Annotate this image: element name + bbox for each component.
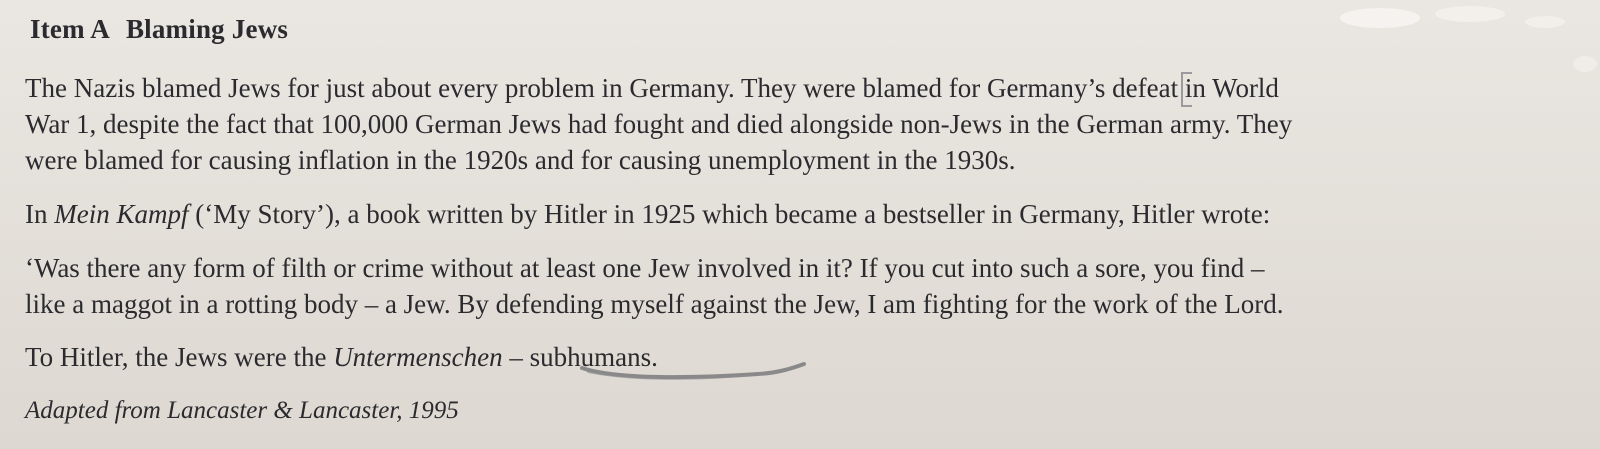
quote-line1: ‘Was there any form of filth or crime without at least one Jew involved in it? If you cut into such a sore, you find – (25, 253, 1265, 283)
paragraph1-line1: The Nazis blamed Jews for just about every problem in Germany. They were blamed for Germany’s defeat in World (25, 73, 1279, 103)
pencil-underline-mark (578, 358, 808, 384)
item-title: Blaming Jews (125, 14, 289, 44)
item-label: Item A (30, 14, 110, 44)
conclusion (25, 341, 658, 373)
item-heading (30, 14, 288, 45)
paragraph1-line3: were blamed for causing inflation in the 1920s and for causing unemployment in the 1930s. (25, 145, 1016, 175)
paragraph2-suffix: (‘My Story’), a book written by Hitler in 1925 which became a bestseller in Germany, Hitler wrote: (188, 199, 1271, 229)
paragraph2-prefix: In (25, 199, 55, 229)
paragraph2 (25, 198, 1270, 230)
paragraph1-line2: War 1, despite the fact that 100,000 German Jews had fought and died alongside non-Jews in the German army. They (25, 109, 1293, 139)
source-citation: Adapted from Lancaster & Lancaster, 1995 (25, 397, 459, 424)
quote-line2: like a maggot in a rotting body – a Jew. By defending myself against the Jew, I am fighting for the work of the Lord. (25, 289, 1284, 319)
book-title: Mein Kampf (54, 199, 189, 229)
pencil-bracket-mark (1178, 70, 1196, 110)
conclusion-suffix: – subhumans. (502, 342, 658, 372)
paper-scuff-mark (1330, 0, 1600, 80)
untermenschen-term: Untermenschen (333, 342, 503, 372)
conclusion-prefix: To Hitler, the Jews were the (25, 342, 334, 372)
